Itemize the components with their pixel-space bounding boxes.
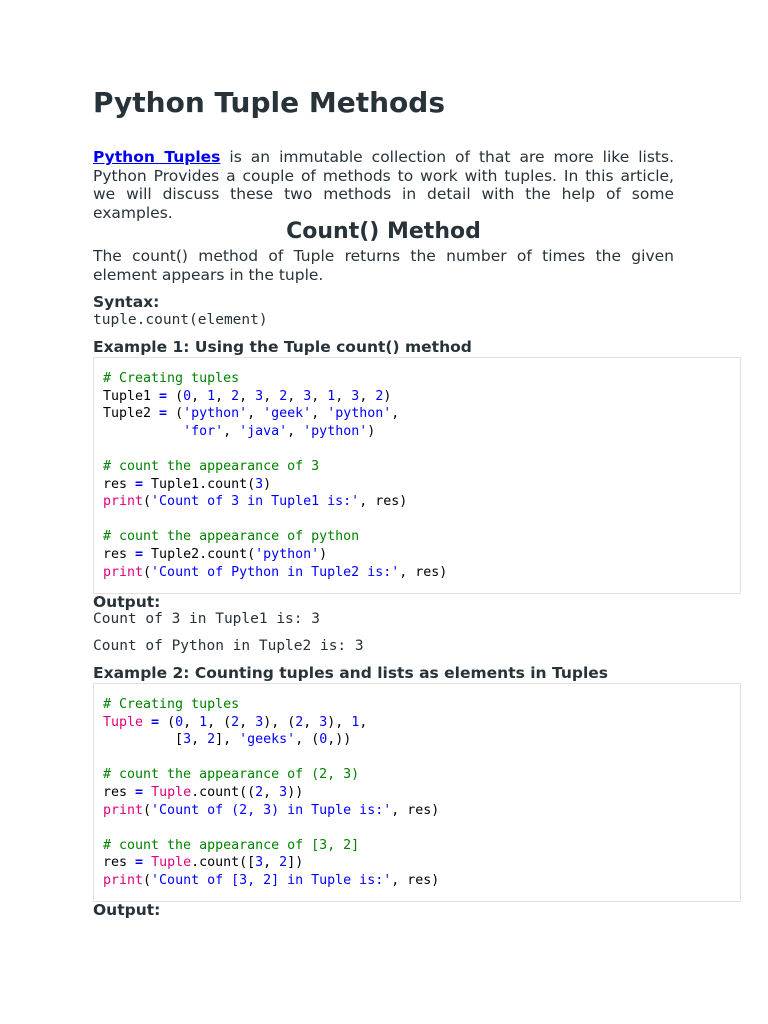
output-line: Count of 3 in Tuple1 is: 3 <box>93 611 320 627</box>
example2-label: Example 2: Counting tuples and lists as elements in Tuples <box>93 664 609 682</box>
code-comment: # count the appearance of python <box>103 529 360 545</box>
syntax-code: tuple.count(element) <box>93 312 268 328</box>
code-line: res = Tuple2.count('python') <box>103 546 328 562</box>
output2-label: Output: <box>93 901 161 919</box>
code-line: res = Tuple.count([3, 2]) <box>103 855 304 871</box>
section-heading: Count() Method <box>286 219 481 244</box>
example2-code-block <box>93 683 741 902</box>
example1-code-block <box>93 357 741 594</box>
code-comment: # count the appearance of 3 <box>103 458 320 474</box>
code-comment: # count the appearance of [3, 2] <box>103 837 360 853</box>
code-line: print('Count of (2, 3) in Tuple is:', res) <box>103 802 440 818</box>
code-line: [3, 2], 'geeks', (0,)) <box>103 732 352 748</box>
syntax-label: Syntax: <box>93 293 160 311</box>
example1-label: Example 1: Using the Tuple count() method <box>93 338 472 356</box>
code-line: print('Count of [3, 2] in Tuple is:', res) <box>103 872 440 888</box>
code-line: Tuple1 = (0, 1, 2, 3, 2, 3, 1, 3, 2) <box>103 388 392 404</box>
code-comment: # Creating tuples <box>103 697 240 712</box>
output-label: Output: <box>93 593 161 611</box>
page-title: Python Tuple Methods <box>93 86 445 119</box>
intro-text: is an immutable collection of that are more like lists. Python Provides a couple of methods to work with tuples. In this article, we will discuss these two methods in detail with the help of some examples. <box>93 148 675 222</box>
python-tuples-link[interactable]: Python Tuples <box>93 148 221 166</box>
code-line: 'for', 'java', 'python') <box>183 423 376 439</box>
intro-paragraph <box>93 148 674 222</box>
code-comment: # count the appearance of (2, 3) <box>103 767 360 783</box>
code-line: print('Count of 3 in Tuple1 is:', res) <box>103 494 408 510</box>
output-line: Count of Python in Tuple2 is: 3 <box>93 638 364 654</box>
code-line: res = Tuple.count((2, 3)) <box>103 784 304 800</box>
example1-code <box>103 370 731 581</box>
section-description: The count() method of Tuple returns the number of times the given element appears in the tuple. <box>93 247 674 284</box>
code-comment: # Creating tuples <box>103 371 240 386</box>
code-line: Tuple2 = ('python', 'geek', 'python', <box>103 406 400 422</box>
example2-code <box>103 696 731 890</box>
code-line: print('Count of Python in Tuple2 is:', res) <box>103 564 448 580</box>
code-line: Tuple = (0, 1, (2, 3), (2, 3), 1, <box>103 714 368 730</box>
code-line: res = Tuple1.count(3) <box>103 476 272 492</box>
